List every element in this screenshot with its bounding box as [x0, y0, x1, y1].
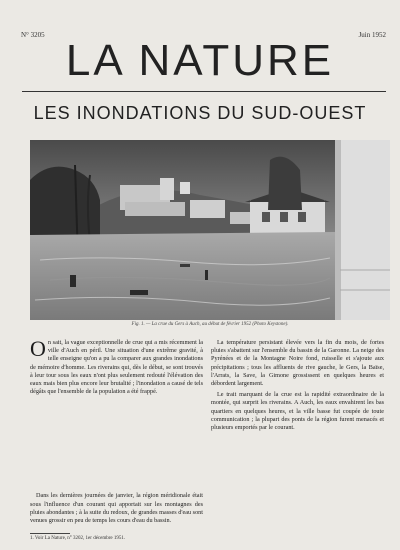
flood-photograph	[30, 140, 390, 320]
paragraph: Le trait marquant de la crue est la rapidité extraordinaire de la montée, qui surprit les riverains. A Auch, les eaux envahirent les bas quartiers en quelques heures, et la ville basse fut coupée de toute communication ; la plupart des ponts de la région furent menacés et plusieurs emportés par le courant.	[211, 391, 384, 432]
paragraph: Dans les dernières journées de janvier, la région méridionale était sous l'influence d'un courant qui apportait sur les montagnes des pluies abondantes ; à la suite du redoux, de grandes masses d'eau sont venues grossir en peu de temps les cours d'eau du bassin.	[30, 492, 203, 525]
masthead-rule	[22, 91, 386, 92]
paragraph	[30, 336, 203, 396]
article-column-left	[30, 336, 203, 528]
footnote: 1. Voir La Nature, n° 3202, 1er décembre 1951.	[30, 536, 126, 541]
flood-photo-illustration	[30, 140, 390, 320]
masthead-title: LA NATURE	[65, 36, 335, 85]
article-column-right	[211, 339, 384, 435]
issue-number: N° 3205	[21, 31, 45, 39]
photo-caption: Fig. 1. — La crue du Gers à Auch, au début de février 1952 (Photo Keystone).	[131, 322, 289, 327]
issue-date: Juin 1952	[358, 31, 386, 39]
paragraph: La température persistant élevée vers la fin du mois, de fortes pluies s'abattent sur l'ensemble du bassin de la Garonne. La neige des Pyrénées et de la Montagne Noire fond, ruisselle et s'ajoute aux précipitations ; tous les affluents de rive gauche, le Gers, la Baïse, l'Arrats, la Save, la Gimone grossissent en quelques heures et débordent largement.	[211, 339, 384, 388]
paragraph-text: n sait, la vague exceptionnelle de crue qui a mis récemment la ville d'Auch en péril. Une situation d'une extrême gravité, à telle enseigne qu'on a pu la comparer aux grandes inondations de mémoire d'homme. Les riverains qui, dès le début, se sont trouvés à leur tour sous les eaux n'ont plus seulement redouté l'élévation des eaux mais bien plus encore leur brutalité ; l'inondation a causé de tels dégâts que l'ensemble de la population a été frappé.	[30, 339, 203, 396]
drop-cap: O	[30, 336, 46, 361]
footnote-rule	[30, 533, 70, 534]
article-title: LES INONDATIONS DU SUD-OUEST	[33, 103, 367, 123]
